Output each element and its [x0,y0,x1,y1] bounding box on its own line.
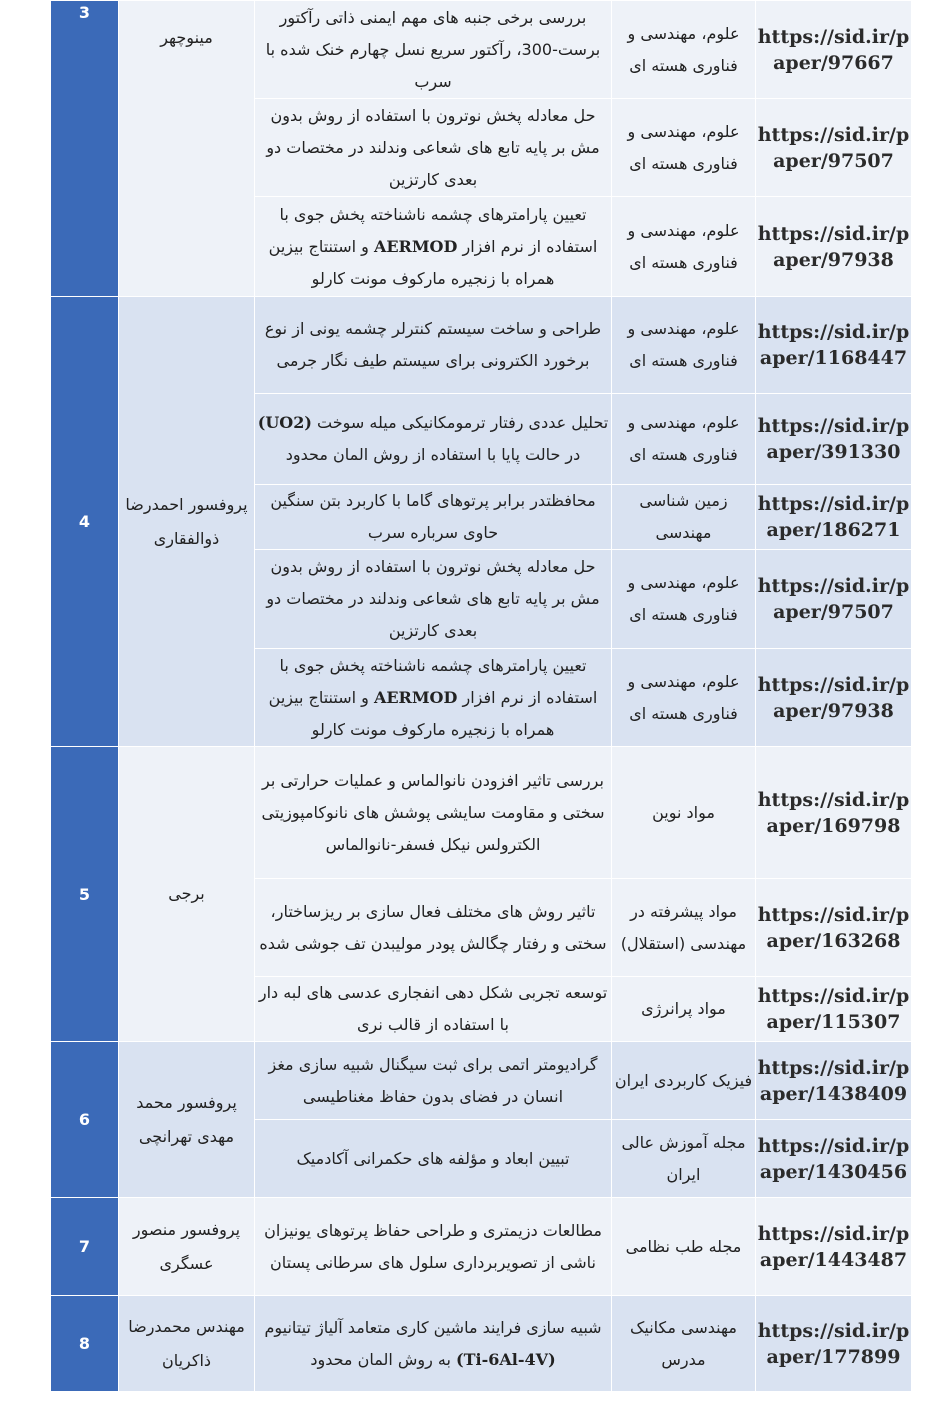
journal-name: فیزیک کاربردی ایران [612,1042,756,1120]
title-text: تعیین پارامترهای چشمه ناشناخته پخش جوی با استفاده از نرم افزار [279,655,598,707]
author-name: مینوچهر [119,1,255,297]
title-text: شبیه سازی فرایند ماشین کاری متعامد آلیاژ تیتانیوم [264,1317,602,1337]
journal-name: علوم، مهندسی و فناوری هسته ای [612,394,756,485]
paper-title: مطالعات دزیمتری و طراحی حفاظ پرتوهای یونیزان ناشی از تصویربرداری سلول های سرطانی پستان [255,1198,612,1296]
paper-title: تبیین ابعاد و مؤلفه های حکمرانی آکادمیک [255,1120,612,1198]
author-name: پروفسور محمد مهدی تهرانچی [119,1042,255,1198]
paper-title: گرادیومتر اتمی برای ثبت سیگنال شبیه سازی مغز انسان در فضای بدون حفاظ مغناطیسی [255,1042,612,1120]
table-row [51,1042,912,1120]
table-row [51,1296,912,1392]
paper-title: طراحی و ساخت سیستم کنترلر چشمه یونی از نوع برخورد الکترونی برای سیستم طیف نگار جرمی [255,297,612,394]
paper-link[interactable]: https://sid.ir/paper/177899 [756,1296,912,1392]
paper-link[interactable]: https://sid.ir/paper/97507 [756,550,912,649]
paper-title [255,649,612,747]
author-name: پروفسور احمدرضا ذوالفقاری [119,297,255,747]
paper-title: بررسی برخی جنبه های مهم ایمنی ذاتی رآکتور برست-300، رآکتور سریع نسل چهارم خنک شده با سرب [255,1,612,99]
journal-name: مجله طب نظامی [612,1198,756,1296]
row-number: 7 [51,1198,119,1296]
paper-link[interactable]: https://sid.ir/paper/1430456 [756,1120,912,1198]
author-name: برجی [119,747,255,1042]
title-bold-term: (UO2) [257,413,312,432]
row-number: 6 [51,1042,119,1198]
paper-link[interactable]: https://sid.ir/paper/163268 [756,879,912,977]
table-row [51,747,912,879]
paper-link[interactable]: https://sid.ir/paper/97507 [756,99,912,197]
journal-name: مواد پرانرژی [612,977,756,1042]
table-row [51,297,912,394]
title-text: و استنتاج بیزین همراه با زنجیره مارکوف مونت کارلو [268,687,555,739]
paper-title: محافظتدر برابر پرتوهای گاما با کاربرد بتن سنگین حاوی سرباره سرب [255,485,612,550]
journal-name: علوم، مهندسی و فناوری هسته ای [612,297,756,394]
paper-link[interactable]: https://sid.ir/paper/1443487 [756,1198,912,1296]
paper-link[interactable]: https://sid.ir/paper/169798 [756,747,912,879]
row-number: 3 [51,1,119,297]
paper-link[interactable]: https://sid.ir/paper/1168447 [756,297,912,394]
author-name: پروفسور منصور عسگری [119,1198,255,1296]
paper-link[interactable]: https://sid.ir/paper/115307 [756,977,912,1042]
paper-link[interactable]: https://sid.ir/paper/97667 [756,1,912,99]
title-text: تحلیل عددی رفتار ترمومکانیکی میله سوخت [311,413,609,432]
paper-link[interactable]: https://sid.ir/paper/391330 [756,394,912,485]
paper-link[interactable]: https://sid.ir/paper/186271 [756,485,912,550]
paper-title [255,394,612,485]
paper-link[interactable]: https://sid.ir/paper/1438409 [756,1042,912,1120]
paper-link[interactable]: https://sid.ir/paper/97938 [756,197,912,297]
title-text: و استنتاج بیزین همراه با زنجیره مارکوف مونت کارلو [268,236,555,288]
title-bold-term: AERMOD [373,687,458,707]
journal-name: علوم، مهندسی و فناوری هسته ای [612,649,756,747]
paper-link[interactable]: https://sid.ir/paper/97938 [756,649,912,747]
row-number: 8 [51,1296,119,1392]
table-row [51,1198,912,1296]
paper-title: توسعه تجربی شکل دهی انفجاری عدسی های لبه دار با استفاده از قالب نری [255,977,612,1042]
title-bold-term: (Ti-6Al-4V) [456,1349,556,1369]
title-bold-term: AERMOD [373,236,458,256]
title-text: تعیین پارامترهای چشمه ناشناخته پخش جوی با استفاده از نرم افزار [279,204,598,256]
journal-name: علوم، مهندسی و فناوری هسته ای [612,550,756,649]
journal-name: مواد نوین [612,747,756,879]
title-text: در حالت پایا با استفاده از روش المان محدود [285,445,581,464]
paper-title: حل معادله پخش نوترون با استفاده از روش بدون مش بر پایه تابع های شعاعی وندلند در مختصات دو بعدی کارتزین [255,99,612,197]
journal-name: علوم، مهندسی و فناوری هسته ای [612,197,756,297]
table-row [51,1,912,99]
paper-title [255,197,612,297]
paper-title: بررسی تاثیر افزودن نانوالماس و عملیات حرارتی بر سختی و مقاومت سایشی پوشش های نانوکامپوزیتی الکترولس نیکل فسفر-نانوالماس [255,747,612,879]
journal-name: زمین شناسی مهندسی [612,485,756,550]
journal-name: علوم، مهندسی و فناوری هسته ای [612,99,756,197]
author-name: مهندس محمدرضا ذاکریان [119,1296,255,1392]
journal-name: مجله آموزش عالی ایران [612,1120,756,1198]
paper-title: تاثیر روش های مختلف فعال سازی بر ریزساختار، سختی و رفتار چگالش پودر مولیبدن تف جوشی شده [255,879,612,977]
journal-name: مهندسی مکانیک مدرس [612,1296,756,1392]
paper-title [255,1296,612,1392]
row-number: 4 [51,297,119,747]
row-number: 5 [51,747,119,1042]
paper-title: حل معادله پخش نوترون با استفاده از روش بدون مش بر پایه تابع های شعاعی وندلند در مختصات دو بعدی کارتزین [255,550,612,649]
journal-name: علوم، مهندسی و فناوری هسته ای [612,1,756,99]
title-text: به روش المان محدود [310,1349,457,1369]
papers-table [50,0,912,1392]
journal-name: مواد پیشرفته در مهندسی (استقلال) [612,879,756,977]
